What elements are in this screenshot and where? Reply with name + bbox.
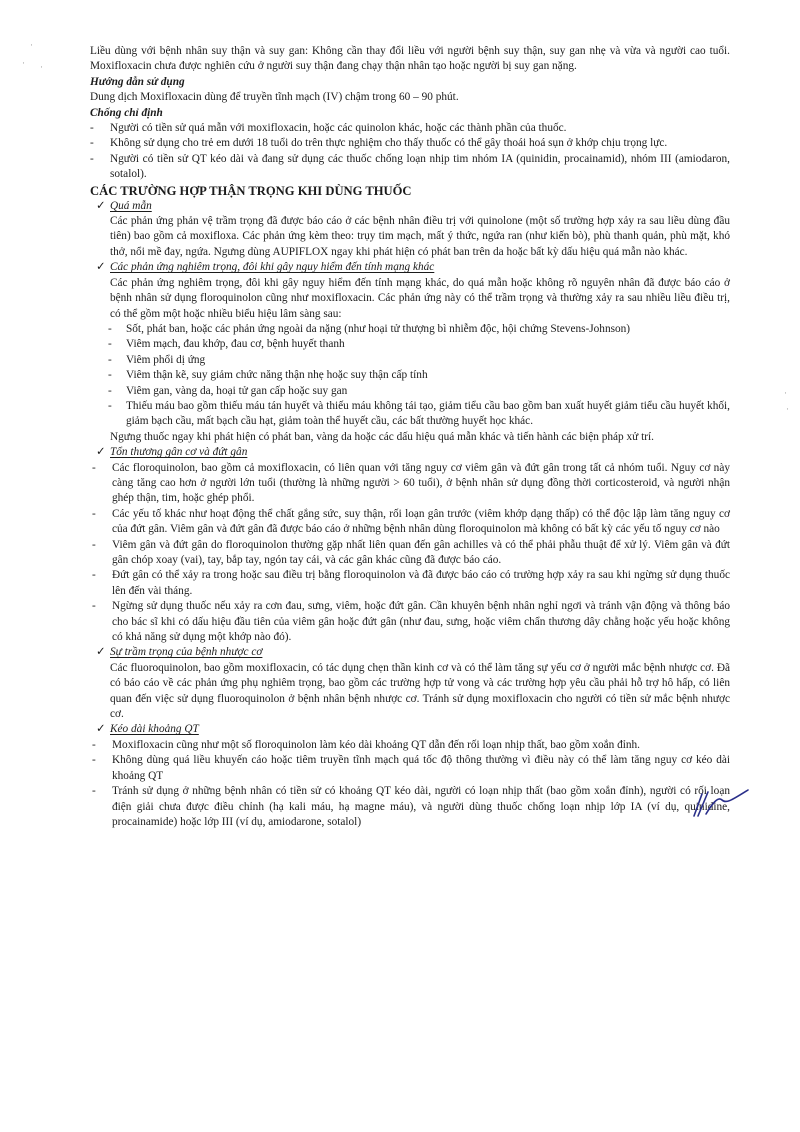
check-icon: ✓: [96, 446, 106, 459]
tendon-item: - Các yếu tố khác như hoạt động thể chất gắng sức, suy thận, rối loạn gân trước (viêm khớp dạng thấp) có thể độc lập làm tăng nguy cơ của đứt gân. Viêm gân và đứt gân đã được báo cáo ở những bệnh nhân dùng floroquinolon mà không có bất kỳ các yếu tố nguy cơ nào: [92, 507, 730, 536]
scan-speck: ·: [22, 58, 25, 68]
hypersensitivity-heading: ✓ Quá mẫn: [90, 199, 730, 214]
document-page: [90, 44, 730, 830]
contraindication-item: - Người có tiền sử QT kéo dài và đang sử dụng các thuốc chống loạn nhịp tim nhóm IA (quinidin, procainamid), nhóm III (amiodaron, sotalol).: [90, 152, 730, 181]
dash-marker: -: [108, 384, 112, 397]
check-icon: ✓: [96, 646, 106, 659]
dash-marker: -: [108, 322, 112, 335]
scan-speck: ·: [784, 388, 787, 398]
hypersensitivity-text: Các phản ứng phản vệ trầm trọng đã được báo cáo ở các bệnh nhân điều trị với quinolone (một số trường hợp xảy ra sau liều dùng đầu tiên) bao gồm cả moxifloxa. Các phản ứng kèm theo: trụy tim mạch, mất ý thức, ngứa ran (như kiến bò), phù thanh quản, phù mặt, khó thở, nổi mề đay, ngứa. Ngưng dùng AUPIFLOX ngay khi phát hiện có phát ban trên da hoặc bất kỳ dấu hiệu quá mẫn nào khác.: [110, 215, 730, 258]
dash-marker: -: [92, 754, 96, 767]
usage-heading: Hướng dẫn sử dụng: [90, 75, 185, 88]
contraindication-item: - Không sử dụng cho trẻ em dưới 18 tuổi do trên thực nghiệm cho thấy thuốc có thể gây thoái hoá sụn ở khớp chịu trọng lực.: [90, 136, 730, 151]
reaction-item: - Thiếu máu bao gồm thiếu máu tán huyết và thiếu máu không tái tạo, giảm tiểu cầu bao gồm ban xuất huyết giảm tiểu cầu huyết khối, giảm bạch cầu, mất bạch cầu hạt, giảm toàn thể huyết cầu, các bất thường huyết học khác.: [108, 399, 730, 428]
renal-dosing-paragraph: Liều dùng với bệnh nhân suy thận và suy gan: Không cần thay đổi liều với người bệnh suy thận, suy gan nhẹ và vừa và người cao tuổi. Moxifloxacin chưa được nghiên cứu ở người suy thận đang chạy thận nhân tạo hoặc người bị suy gan nặng.: [90, 45, 730, 73]
reaction-item: - Viêm thận kẽ, suy giảm chức năng thận nhẹ hoặc suy thận cấp tính: [108, 368, 730, 383]
myasthenia-text: Các fluoroquinolon, bao gồm moxifloxacin, có tác dụng chẹn thần kinh cơ và có thể làm tăng sự yếu cơ ở người mắc bệnh nhược cơ. Đã có báo cáo về các phản ứng phụ nghiêm trọng, bao gồm các trường hợp tử vong và các trường hợp yêu cầu phải hỗ trợ hô hấp, có liên quan đến việc sử dụng fluoroquinolon ở bệnh nhân bệnh nhược cơ. Tránh sử dụng moxifloxacin cho người có tiền sử mắc bệnh nhược cơ.: [110, 661, 730, 721]
tendon-item: - Ngừng sử dụng thuốc nếu xảy ra cơn đau, sưng, viêm, hoặc đứt gân. Cần khuyên bệnh nhân nghỉ ngơi và tránh vận động và thông báo cho bác sĩ khi có dấu hiệu đầu tiên của viêm gân hoặc đứt gân (như đau, sưng, hoặc viêm chẩn thương dây chằng hoặc yếu hoặc không có khả năng sử dụng một khớp nào đó).: [92, 600, 730, 644]
qt-item: - Tránh sử dụng ở những bệnh nhân có tiền sử có khoảng QT kéo dài, người có loạn nhịp thất (bao gồm xoắn đỉnh), người có rối loạn điện giải chưa được điều chỉnh (hạ kali máu, hạ magne máu), và người dùng thuốc chống loạn nhịp lớp IA (ví dụ, quinidine, procainamide) hoặc lớp III (ví dụ, amiodarone, sotalol): [92, 785, 730, 828]
dash-marker: -: [108, 353, 112, 366]
contraindications-heading: Chống chỉ định: [90, 106, 163, 119]
tendon-item: - Đứt gân có thể xảy ra trong hoặc sau điều trị bằng floroquinolon và đã được báo cáo có trường hợp xảy ra sau khi ngừng sử dụng thuốc lên đến vài tháng.: [92, 569, 730, 597]
reaction-item: - Viêm gan, vàng da, hoại tử gan cấp hoặc suy gan: [108, 384, 730, 399]
stop-drug-text: Ngưng thuốc ngay khi phát hiện có phát ban, vàng da hoặc các dấu hiệu quá mẫn khác và tiến hành các biện pháp xử trí.: [110, 430, 654, 443]
scan-speck: ·: [30, 40, 33, 50]
qt-item: - Không dùng quá liều khuyến cáo hoặc tiêm truyền tĩnh mạch quá tốc độ thông thường vì điều này có thể làm tăng nguy cơ kéo dài khoảng QT: [92, 754, 730, 782]
reaction-item: - Sốt, phát ban, hoặc các phản ứng ngoài da nặng (như hoại tử thượng bì nhiễm độc, hội chứng Stevens-Johnson): [108, 322, 730, 337]
tendon-heading: ✓ Tổn thương gân cơ và đứt gân: [90, 445, 730, 460]
dash-marker: -: [92, 507, 96, 520]
serious-reactions-text: Các phản ứng nghiêm trọng, đôi khi gây nguy hiểm đến tính mạng khác, do quá mẫn hoặc không rõ nguyên nhân đã được báo cáo ở bệnh nhân sử dụng floroquinolon cũng như moxifloxacin. Các phản ứng này có thể trầm trọng và thường xảy ra sau nhiều liều điều trị, có thể gồm một hoặc nhiều biểu hiệu lâm sàng sau:: [110, 276, 730, 320]
scan-speck: ·: [40, 62, 43, 72]
check-icon: ✓: [96, 199, 106, 212]
dash-marker: -: [92, 600, 96, 613]
dash-marker: -: [92, 569, 96, 582]
scan-speck: ·: [786, 404, 789, 414]
check-icon: ✓: [96, 261, 106, 274]
dash-marker: -: [90, 152, 94, 165]
check-icon: ✓: [96, 723, 106, 736]
dash-marker: -: [108, 338, 112, 351]
tendon-item: - Viêm gân và đứt gân do floroquinolon thường gặp nhất liên quan đến gân achilles và có thể phải phẫu thuật để xử lý. Viêm gân và đứt gân chóp xoay (vai), tay, bắp tay, ngón tay cái, và các gân khác cũng đã được báo cáo.: [92, 538, 730, 566]
dash-marker: -: [108, 369, 112, 382]
dash-marker: -: [92, 538, 96, 551]
dash-marker: -: [92, 738, 96, 751]
precautions-heading: CÁC TRƯỜNG HỢP THẬN TRỌNG KHI DÙNG THUỐC: [90, 183, 412, 198]
myasthenia-heading: ✓ Sự trầm trọng của bệnh nhược cơ: [90, 645, 730, 660]
dash-marker: -: [108, 399, 112, 412]
contraindication-item: - Người có tiền sử quá mẫn với moxifloxacin, hoặc các quinolon khác, hoặc các thành phần của thuốc.: [90, 121, 730, 136]
dash-marker: -: [90, 122, 94, 135]
dash-marker: -: [92, 785, 96, 798]
qt-heading: ✓ Kéo dài khoảng QT: [90, 722, 730, 737]
reaction-item: - Viêm phổi dị ứng: [108, 353, 730, 368]
tendon-item: - Các floroquinolon, bao gồm cả moxifloxacin, có liên quan với tăng nguy cơ viêm gân và đứt gân trong tất cả nhóm tuổi. Nguy cơ này càng tăng cao hơn ở người lớn tuổi (thường là những người > 60 tuổi), ở bệnh nhân sử dụng đồng thời corticosteroid, và người nhận ghép thận, tim, hoặc ghép phổi.: [92, 461, 730, 505]
serious-reactions-heading: ✓ Các phản ứng nghiêm trọng, đôi khi gây nguy hiểm đến tính mạng khác: [90, 260, 730, 275]
qt-item: - Moxifloxacin cũng như một số floroquinolon làm kéo dài khoảng QT dẫn đến rối loạn nhịp thất, bao gồm xoắn đỉnh.: [90, 738, 730, 753]
dash-marker: -: [92, 461, 96, 474]
signature-mark: [688, 786, 758, 826]
reaction-item: - Viêm mạch, đau khớp, đau cơ, bệnh huyết thanh: [108, 337, 730, 352]
dash-marker: -: [90, 137, 94, 150]
usage-text: Dung dịch Moxifloxacin dùng để truyền tĩnh mạch (IV) chậm trong 60 – 90 phút.: [90, 91, 459, 104]
